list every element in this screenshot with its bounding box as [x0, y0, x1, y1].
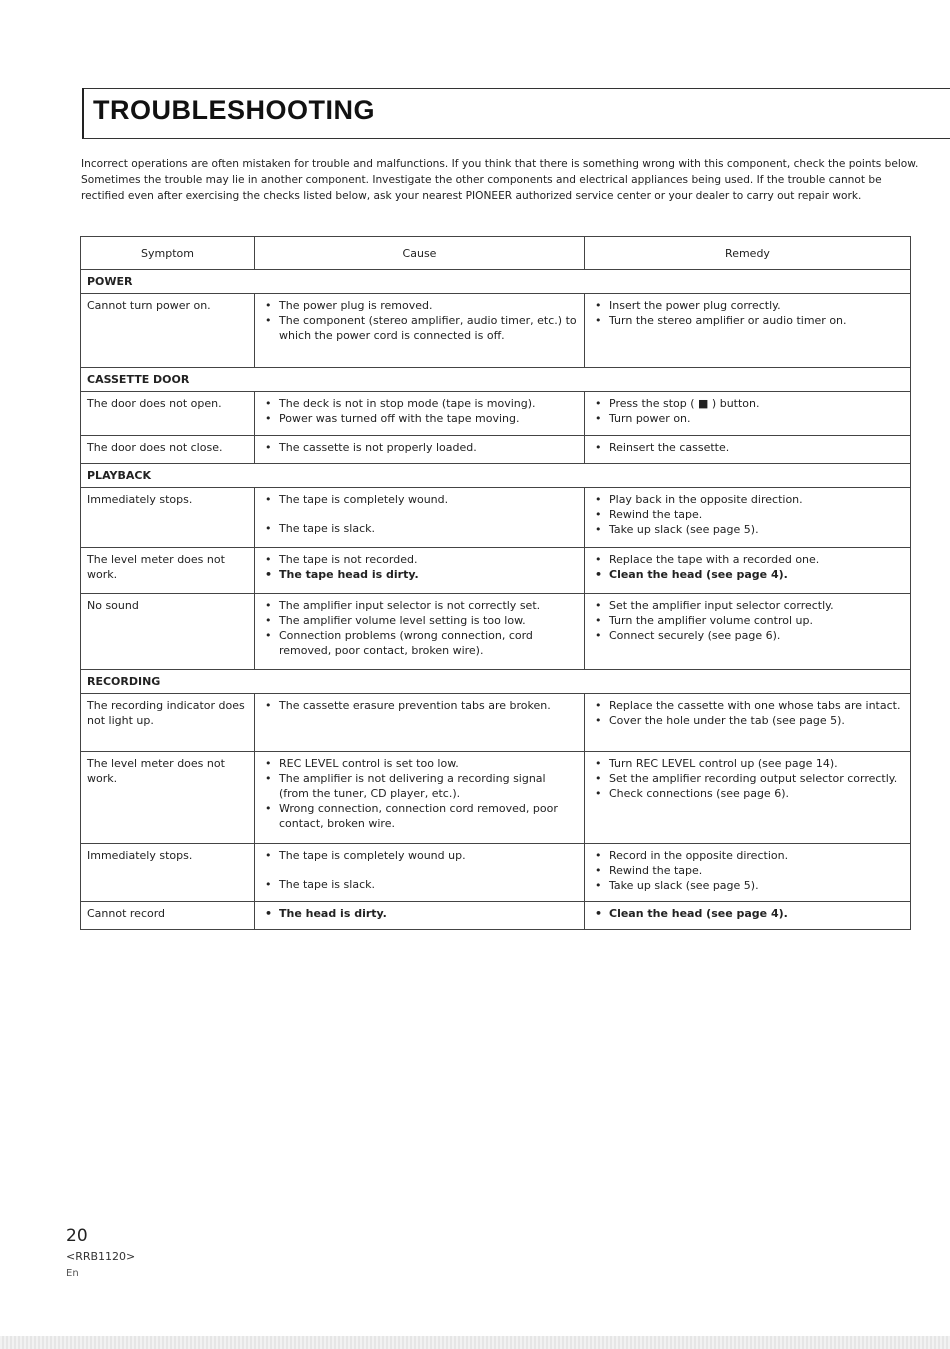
remedy-item: • Replace the tape with a recorded one. — [591, 552, 904, 567]
cause-cell — [255, 694, 585, 752]
remedy-item: • Play back in the opposite direction. — [591, 492, 904, 507]
remedy-cell — [585, 392, 911, 436]
cause-cell — [255, 752, 585, 844]
symptom-cell: Immediately stops. — [81, 844, 255, 902]
table-row — [81, 694, 911, 752]
remedy-cell — [585, 694, 911, 752]
table-row — [81, 902, 911, 930]
symptom-cell: No sound — [81, 594, 255, 670]
remedy-item: • Clean the head (see page 4). — [591, 567, 904, 582]
table-header-row — [81, 237, 911, 270]
remedy-cell — [585, 294, 911, 368]
page-number: 20 — [66, 1226, 88, 1246]
table-row — [81, 752, 911, 844]
table-row — [81, 594, 911, 670]
table-row — [81, 436, 911, 464]
remedy-item: • Insert the power plug correctly. — [591, 298, 904, 313]
remedy-item: • Cover the hole under the tab (see page 5). — [591, 713, 904, 728]
section-title: POWER — [81, 270, 911, 294]
section-title: PLAYBACK — [81, 464, 911, 488]
scan-edge-strip — [0, 1336, 950, 1349]
cause-item: • REC LEVEL control is set too low. — [261, 756, 578, 771]
table-row — [81, 844, 911, 902]
document-code: <RRB1120> — [66, 1250, 136, 1263]
cause-item: • The tape is not recorded. — [261, 552, 578, 567]
remedy-item: • Turn power on. — [591, 411, 904, 426]
remedy-cell — [585, 488, 911, 548]
language-code: En — [66, 1268, 79, 1279]
symptom-cell: Immediately stops. — [81, 488, 255, 548]
remedy-item: • Clean the head (see page 4). — [591, 906, 904, 921]
cause-cell — [255, 844, 585, 902]
cause-cell — [255, 488, 585, 548]
remedy-item: • Connect securely (see page 6). — [591, 628, 904, 643]
symptom-cell: The level meter does not work. — [81, 752, 255, 844]
symptom-cell: The recording indicator does not light up. — [81, 694, 255, 752]
remedy-item: • Rewind the tape. — [591, 507, 904, 522]
cause-item: • The component (stereo amplifier, audio timer, etc.) to which the power cord is connected is off. — [261, 313, 578, 343]
header-remedy: Remedy — [585, 237, 911, 270]
remedy-cell — [585, 436, 911, 464]
remedy-item: • Turn REC LEVEL control up (see page 14). — [591, 756, 904, 771]
cause-cell — [255, 548, 585, 594]
cause-item: • The amplifier is not delivering a recording signal (from the tuner, CD player, etc.). — [261, 771, 578, 801]
cause-item: • The amplifier volume level setting is too low. — [261, 613, 578, 628]
table-row — [81, 548, 911, 594]
symptom-cell: The level meter does not work. — [81, 548, 255, 594]
symptom-cell: The door does not close. — [81, 436, 255, 464]
cause-item: • The tape head is dirty. — [261, 567, 578, 582]
remedy-cell — [585, 844, 911, 902]
cause-cell — [255, 902, 585, 930]
remedy-item: • Press the stop ( ■ ) button. — [591, 396, 904, 411]
table-row — [81, 392, 911, 436]
cause-item: • Power was turned off with the tape moving. — [261, 411, 578, 426]
section-title: RECORDING — [81, 670, 911, 694]
header-symptom: Symptom — [81, 237, 255, 270]
symptom-cell: Cannot turn power on. — [81, 294, 255, 368]
remedy-item: • Replace the cassette with one whose tabs are intact. — [591, 698, 904, 713]
remedy-item: • Reinsert the cassette. — [591, 440, 904, 455]
symptom-cell: The door does not open. — [81, 392, 255, 436]
cause-cell — [255, 392, 585, 436]
cause-item: • The tape is slack. — [261, 877, 578, 892]
remedy-cell — [585, 752, 911, 844]
cause-cell — [255, 294, 585, 368]
remedy-item: • Take up slack (see page 5). — [591, 522, 904, 537]
remedy-item: • Set the amplifier recording output selector correctly. — [591, 771, 904, 786]
cause-item: • The tape is completely wound up. — [261, 848, 578, 863]
remedy-item: • Turn the amplifier volume control up. — [591, 613, 904, 628]
symptom-cell: Cannot record — [81, 902, 255, 930]
remedy-item: • Check connections (see page 6). — [591, 786, 904, 801]
cause-item: • The tape is completely wound. — [261, 492, 578, 507]
cause-item: • Wrong connection, connection cord removed, poor contact, broken wire. — [261, 801, 578, 831]
table-row — [81, 294, 911, 368]
page-title: TROUBLESHOOTING — [93, 95, 375, 125]
section-recording — [81, 670, 911, 694]
section-title: CASSETTE DOOR — [81, 368, 911, 392]
cause-item: • The deck is not in stop mode (tape is moving). — [261, 396, 578, 411]
troubleshooting-table — [80, 236, 911, 930]
remedy-cell — [585, 902, 911, 930]
header-cause: Cause — [255, 237, 585, 270]
remedy-item: • Turn the stereo amplifier or audio timer on. — [591, 313, 904, 328]
intro-paragraph: Incorrect operations are often mistaken for trouble and malfunctions. If you think that there is something wrong with this component, check the points below. Sometimes the trouble may lie in another component. Investigate the other components and electrical appliances being used. If the trouble cannot be rectified even after exercising the checks listed below, ask your nearest PIONEER authorized service center or your dealer to carry out repair work. — [81, 158, 919, 202]
remedy-item: • Take up slack (see page 5). — [591, 878, 904, 893]
cause-item: • The amplifier input selector is not correctly set. — [261, 598, 578, 613]
section-playback — [81, 464, 911, 488]
remedy-item: • Rewind the tape. — [591, 863, 904, 878]
cause-item: • The cassette erasure prevention tabs are broken. — [261, 698, 578, 713]
table-row — [81, 488, 911, 548]
cause-cell — [255, 436, 585, 464]
remedy-item: • Set the amplifier input selector correctly. — [591, 598, 904, 613]
cause-cell — [255, 594, 585, 670]
cause-item: • Connection problems (wrong connection, cord removed, poor contact, broken wire). — [261, 628, 578, 658]
cause-item: • The power plug is removed. — [261, 298, 578, 313]
cause-item: • The head is dirty. — [261, 906, 578, 921]
section-cassette-door — [81, 368, 911, 392]
cause-item: • The cassette is not properly loaded. — [261, 440, 578, 455]
section-power — [81, 270, 911, 294]
remedy-cell — [585, 548, 911, 594]
remedy-cell — [585, 594, 911, 670]
cause-item: • The tape is slack. — [261, 521, 578, 536]
remedy-item: • Record in the opposite direction. — [591, 848, 904, 863]
